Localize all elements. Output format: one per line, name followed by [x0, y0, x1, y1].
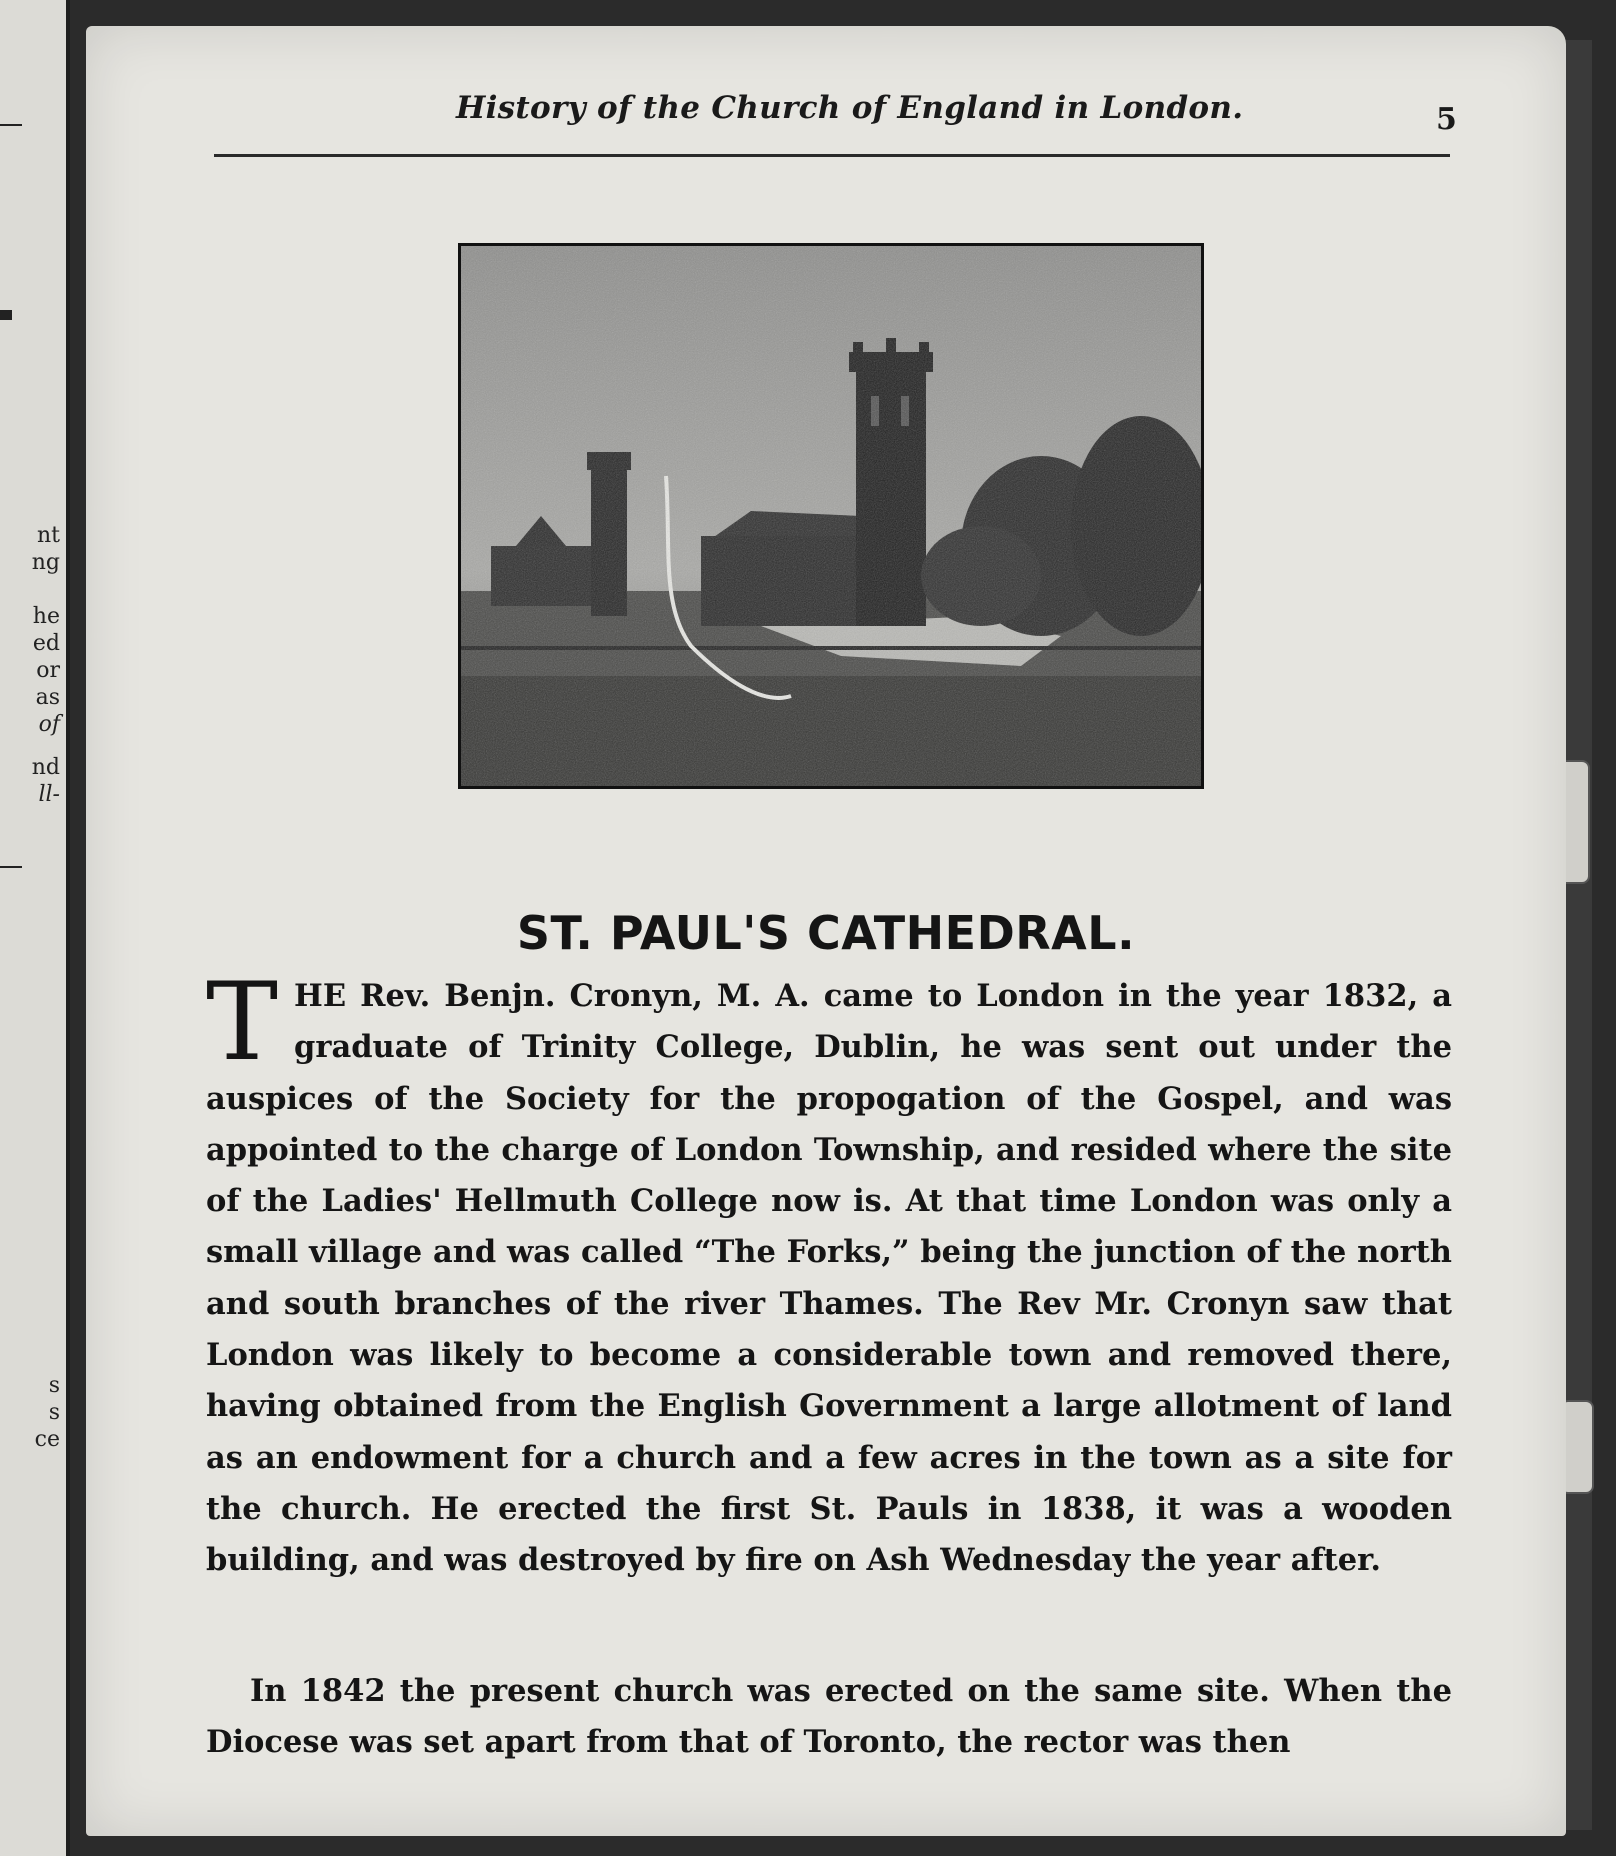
left-page-fragment: ng	[31, 550, 60, 575]
left-page-fragment: ce	[34, 1427, 60, 1452]
cathedral-photo	[458, 243, 1204, 789]
left-page-mark	[0, 310, 12, 320]
running-head: History of the Church of England in London.	[456, 90, 1244, 126]
left-page-fragment: nt	[36, 523, 60, 548]
left-page-fragment: as	[35, 685, 60, 710]
left-page-rule	[0, 124, 22, 126]
left-page-fragment: nd	[31, 755, 60, 780]
left-page-fragment: of	[38, 712, 60, 737]
book-page	[86, 26, 1566, 1836]
paragraph-2: In 1842 the present church was erected on the same site. When the Diocese was set apart from that of Toronto, the rector was then	[206, 1673, 1452, 1761]
page-edge-shadow	[1566, 40, 1592, 1830]
left-facing-page	[0, 0, 70, 1856]
left-page-fragment: ed	[32, 631, 60, 656]
left-page-fragment: he	[32, 604, 60, 629]
paragraph-1-text: HE Rev. Benjn. Cronyn, M. A. came to London in the year 1832, a graduate of Trinity College, Dublin, he was sent out under the auspices of the Society for the propogation of the Gospel, and was appointed to the charge of London Township, and resided where the site of the Ladies' Hellmuth College now is. At that time London was only a small village and was called “The Forks,” being the junction of the north and south branches of the river Thames. The Rev Mr. Cronyn saw that London was likely to become a considerable town and removed there, having obtained from the English Government a large allotment of land as an endowment for a church and a few acres in the town as a site for the church. He erected the first St. Pauls in 1838, it was a wooden building, and was destroyed by fire on Ash Wednesday the year after.	[206, 978, 1452, 1579]
paragraph-1	[206, 960, 1452, 1587]
page-number: 5	[1436, 102, 1457, 137]
drop-cap: T	[206, 960, 279, 1085]
left-page-fragment: ll-	[38, 782, 60, 807]
cathedral-photo-image	[461, 246, 1201, 786]
section-title: ST. PAUL'S CATHEDRAL.	[516, 906, 1136, 960]
left-page-fragment: s	[48, 1400, 60, 1425]
header-rule	[214, 154, 1450, 157]
left-page-fragment: or	[36, 658, 60, 683]
left-page-rule	[0, 866, 22, 868]
left-page-fragment: s	[48, 1373, 60, 1398]
